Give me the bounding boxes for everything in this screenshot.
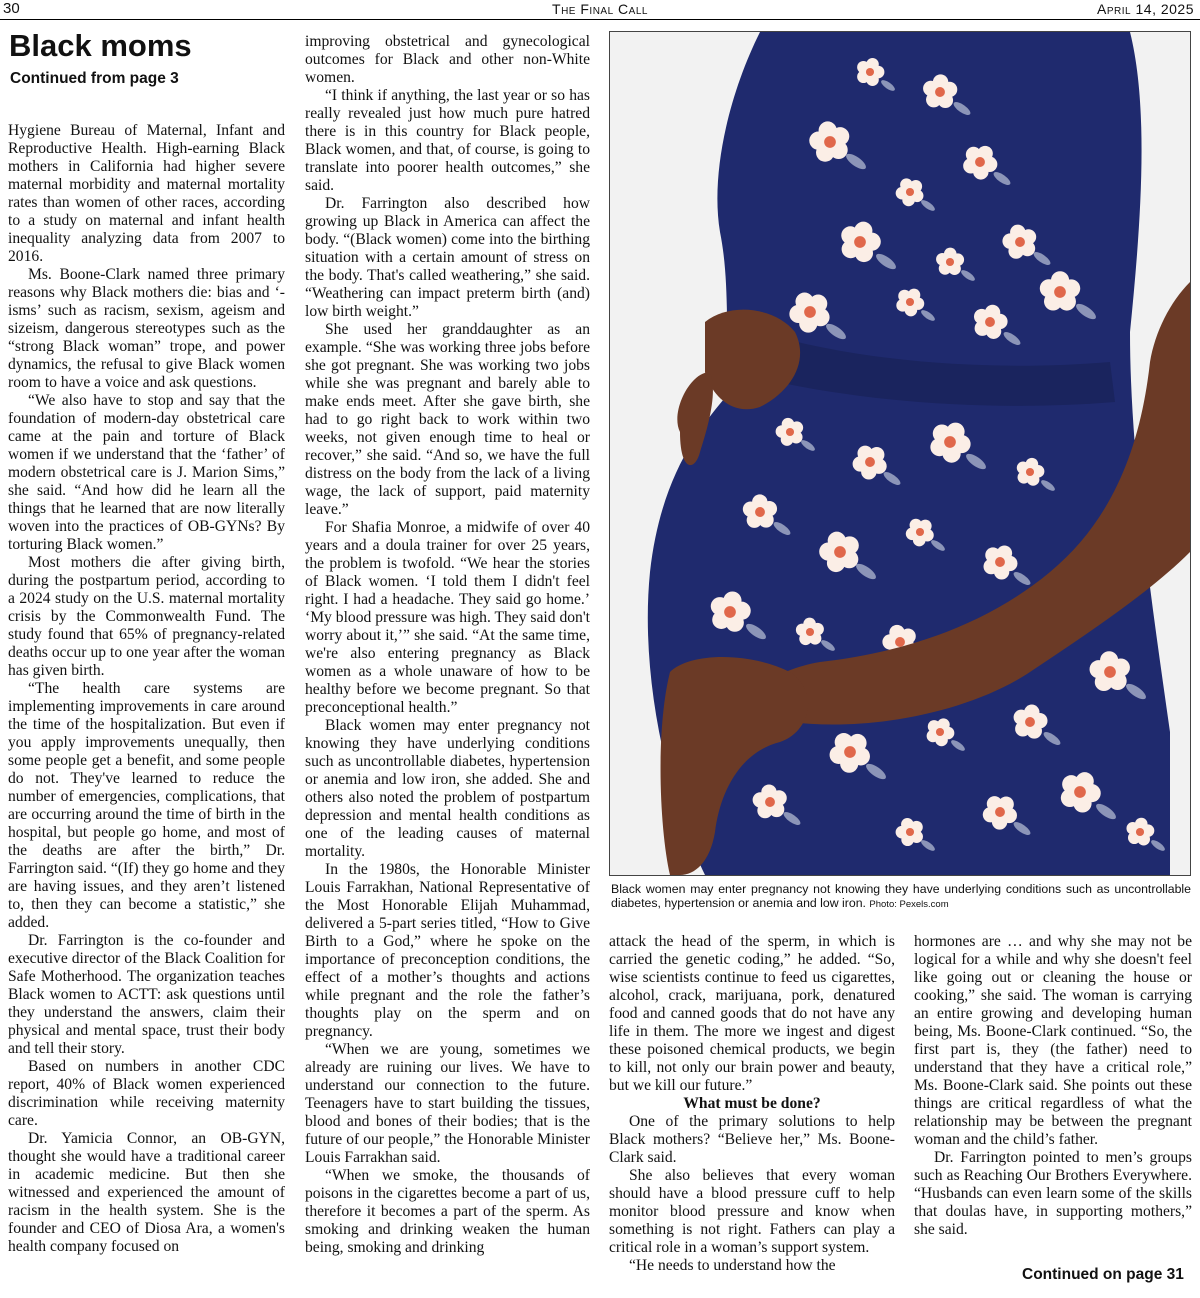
article-paragraph: “I think if anything, the last year or so has really revealed just how much pure hatred there is in this country for Black people, Black women, and that, of course, is going to translate into poorer health outcomes,” she said.	[305, 87, 590, 194]
article-photo	[609, 31, 1191, 876]
article-paragraph: Dr. Farrington is the co-founder and executive director of the Black Coalition for Safe Motherhood. The organization teaches Black women to ACTT: ask questions until they understand the answers, claim their physical and mental space, trust their body and tell their story.	[8, 932, 285, 1057]
article-paragraph: Ms. Boone-Clark named three primary reasons why Black mothers die: bias and ‘-isms’ such as racism, sexism, ageism and sizeism, dangerous stereotypes such as the “strong Black woman” trope, and power dynamics, the refusal to give Black women room to have a voice and ask questions.	[8, 266, 285, 391]
article-paragraph: “We also have to stop and say that the foundation of modern-day obstetrical care came at the pain and torture of Black women if we understand that the ‘father’ of modern obstetrical care is J. Marion Sims,” she said. “And how did he learn all the things that he learned that are now literally woven into the practices of OB-GYNs? By torturing Black women.”	[8, 392, 285, 553]
continued-from-label: Continued from page 3	[10, 70, 179, 87]
photo-credit: Photo: Pexels.com	[869, 899, 949, 910]
article-headline: Black moms	[9, 28, 192, 63]
article-paragraph: For Shafia Monroe, a midwife of over 40 years and a doula trainer for over 25 years, the problem is twofold. “We hear the stories of Black women. ‘I told them I didn't feel right. I had a headache. They said go home.’ ‘My blood pressure was high. They said don't worry about it,’” she said. “At the same time, we're also entering pregnancy as Black women as a whole unaware of how to be healthy before we become pregnant. So that preconceptional health.”	[305, 519, 590, 716]
article-paragraph: One of the primary solutions to help Black mothers? “Believe her,” Ms. Boone-Clark said.	[609, 1113, 895, 1166]
article-paragraph: She used her granddaughter as an example. “She was working three jobs before she got pregnant. She was working two jobs while she was pregnant and barely able to make ends meet. After she gave birth, she had to go right back to work within two weeks, not given enough time to heal or recover,” she said. “And so, we have the full distress on the body from the lack of a living wage, the lack of support, paid maternity leave.”	[305, 321, 590, 518]
caption-text: Black women may enter pregnancy not knowing they have underlying conditions such as uncontrollable diabetes, hypertension or anemia and low iron.	[611, 882, 1191, 910]
article-paragraph: “The health care systems are implementing improvements in care around the time of the hospitalization. But even if you apply improvements unequally, then some people get a benefit, and some people do not. They've learned to reduce the number of emergencies, complications, that are occurring around the time of birth in the hospital, but people go home, and most of the deaths are after the birth,” Dr. Farrington said. “(If) they go home and they are having issues, and they aren’t listened to, then they can become a statistic,” she added.	[8, 680, 285, 931]
article-paragraph: Black women may enter pregnancy not knowing they have underlying conditions such as uncontrollable diabetes, hypertension or anemia and low iron, she added. She and others also noted the problem of postpartum depression and mental health conditions as one of the leading causes of maternal mortality.	[305, 717, 590, 860]
article-paragraph: Based on numbers in another CDC report, 40% of Black women experienced discrimination while receiving maternity care.	[8, 1058, 285, 1129]
article-paragraph: attack the head of the sperm, in which is carried the genetic coding,” he added. “So, wise scientists continue to feed us cigarettes, alcohol, crack, marijuana, pork, denatured food and canned goods that do not have any life in them. The more we ingest and digest these poisoned chemical products, we begin to kill, not only our brain power and beauty, but we kill our future.”	[609, 933, 895, 1094]
continued-on-label: Continued on page 31	[1022, 1266, 1184, 1283]
issue-date: April 14, 2025	[1097, 1, 1194, 17]
article-paragraph: In the 1980s, the Honorable Minister Louis Farrakhan, National Representative of the Most Honorable Elijah Muhammad, delivered a 5-part series titled, “How to Give Birth to a God,” where he spoke on the importance of preconception conditions, the effect of a mother’s thoughts and actions while pregnant and the role the father’s thoughts play on the sperm and on pregnancy.	[305, 861, 590, 1040]
article-paragraph: She also believes that every woman should have a blood pressure cuff to help monitor blood pressure and know when something is not right. Fathers can play a critical role in a woman’s support system.	[609, 1167, 895, 1256]
article-paragraph: “When we smoke, the thousands of poisons in the cigarettes become a part of us, therefore it becomes a part of the sperm. As smoking and drinking weaken the human being, smoking and drinking	[305, 1167, 590, 1256]
article-paragraph: improving obstetrical and gynecological outcomes for Black and other non-White women.	[305, 33, 590, 86]
article-paragraph: Dr. Yamicia Connor, an OB-GYN, thought she would have a traditional career in academic medicine. But then she witnessed and experienced the amount of racism in the health system. She is the founder and CEO of Diosa Ara, a women's health company focused on	[8, 1130, 285, 1255]
article-paragraph: “He needs to understand how the	[629, 1257, 836, 1274]
photo-caption	[611, 882, 1191, 912]
article-paragraph: Most mothers die after giving birth, during the postpartum period, according to a 2024 study on the U.S. maternal mortality crisis by the Commonwealth Fund. The study found that 65% of pregnancy-related deaths occur up to one year after the woman has given birth.	[8, 554, 285, 679]
subheading: What must be done?	[683, 1095, 821, 1112]
publication-name: The Final Call	[552, 1, 648, 17]
article-column-3	[609, 933, 895, 1298]
page-number: 30	[3, 0, 20, 17]
article-column-4	[914, 933, 1192, 1263]
article-column-2	[305, 33, 590, 1298]
article-paragraph: Hygiene Bureau of Maternal, Infant and Reproductive Health. High-earning Black mothers in California had higher severe maternal morbidity and maternal mortality rates than women of other races, according to a study on maternal and infant health inequality analyzing data from 2007 to 2016.	[8, 122, 285, 265]
article-paragraph: “When we are young, sometimes we already are ruining our lives. We have to understand our connection to the future. Teenagers have to start building the tissues, blood and bones of their bodies; that is the future of our people,” the Honorable Minister Louis Farrakhan said.	[305, 1041, 590, 1166]
page-header	[0, 0, 1200, 20]
article-paragraph: hormones are … and why she may not be logical for a while and why she doesn't feel like going out or cleaning the house or cooking,” she said. The woman is carrying an entire growing and developing human being, Ms. Boone-Clark continued. “So, the first part is, they (the father) need to understand that they have a critical role,” Ms. Boone-Clark said. She points out these things are critical regardless of what the relationship may be between the pregnant woman and the child’s father.	[914, 933, 1192, 1148]
article-paragraph: Dr. Farrington pointed to men’s groups such as Reaching Our Brothers Everywhere. “Husbands can even learn some of the skills that doulas have, in supporting mothers,” she said.	[914, 1149, 1192, 1238]
article-column-1	[8, 122, 285, 1298]
article-paragraph: Dr. Farrington also described how growing up Black in America can affect the body. “(Black women) come into the birthing situation with a certain amount of stress on the body. That's called weathering,” she said. “Weathering can impact preterm birth (and) low birth weight.”	[305, 195, 590, 320]
